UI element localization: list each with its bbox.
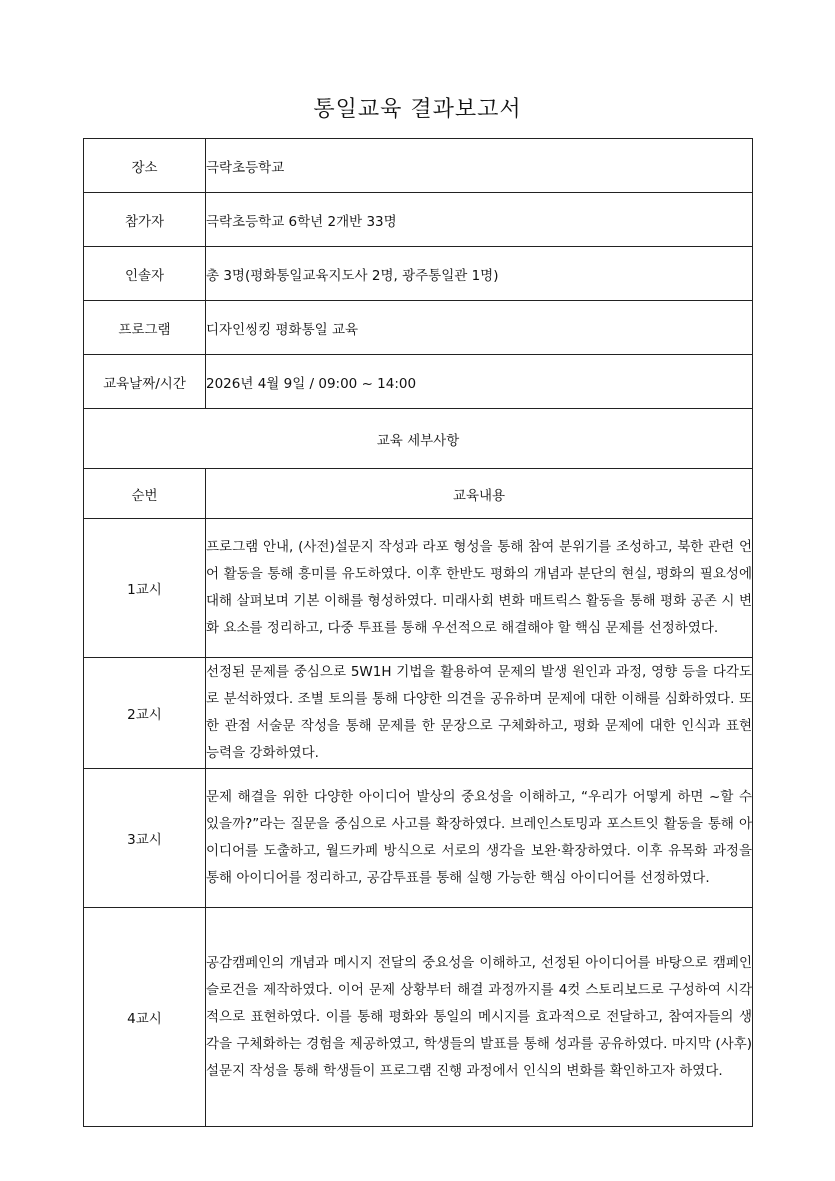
session-row: [84, 658, 753, 769]
session-row: [84, 769, 753, 908]
datetime-label: 교육날짜/시간: [84, 355, 206, 409]
session-content: 선정된 문제를 중심으로 5W1H 기법을 활용하여 문제의 발생 원인과 과정, 영향 등을 다각도로 분석하였다. 조별 토의를 통해 다양한 의견을 공유하며 문제에 대한 이해를 심화하였다. 또한 관점 서술문 작성을 통해 문제를 한 문장으로 구체화하고, 평화 문제에 대한 인식과 표현 능력을 강화하였다.: [206, 658, 753, 769]
column-header-row: [84, 469, 753, 519]
leaders-label: 인솔자: [84, 247, 206, 301]
leaders-value: 총 3명(평화통일교육지도사 2명, 광주통일관 1명): [206, 247, 753, 301]
column-header-order: 순번: [84, 469, 206, 519]
document-title: 통일교육 결과보고서: [313, 97, 522, 122]
participants-value: 극락초등학교 6학년 2개반 33명: [206, 193, 753, 247]
report-table: [83, 138, 753, 1127]
info-row-place: [84, 139, 753, 193]
session-label: 2교시: [84, 658, 206, 769]
section-title: 교육 세부사항: [84, 409, 753, 469]
session-content: 문제 해결을 위한 다양한 아이디어 발상의 중요성을 이해하고, “우리가 어떻게 하면 ~할 수 있을까?”라는 질문을 중심으로 사고를 확장하였다. 브레인스토밍과 포스트잇 활동을 통해 아이디어를 도출하고, 월드카페 방식으로 서로의 생각을 보완·확장하였다. 이후 유목화 과정을 통해 아이디어를 정리하고, 공감투표를 통해 실행 가능한 핵심 아이디어를 선정하였다.: [206, 769, 753, 908]
session-label: 4교시: [84, 908, 206, 1127]
place-label: 장소: [84, 139, 206, 193]
section-header-row: [84, 409, 753, 469]
program-value: 디자인씽킹 평화통일 교육: [206, 301, 753, 355]
participants-label: 참가자: [84, 193, 206, 247]
info-row-datetime: [84, 355, 753, 409]
info-row-leaders: [84, 247, 753, 301]
session-label: 3교시: [84, 769, 206, 908]
session-row: [84, 908, 753, 1127]
info-row-participants: [84, 193, 753, 247]
session-content: 프로그램 안내, (사전)설문지 작성과 라포 형성을 통해 참여 분위기를 조성하고, 북한 관련 언어 활동을 통해 흥미를 유도하였다. 이후 한반도 평화의 개념과 분단의 현실, 평화의 필요성에 대해 살펴보며 기본 이해를 형성하였다. 미래사회 변화 매트릭스 활동을 통해 평화 공존 시 변화 요소를 정리하고, 다중 투표를 통해 우선적으로 해결해야 할 핵심 문제를 선정하였다.: [206, 519, 753, 658]
session-row: [84, 519, 753, 658]
session-content: 공감캠페인의 개념과 메시지 전달의 중요성을 이해하고, 선정된 아이디어를 바탕으로 캠페인 슬로건을 제작하였다. 이어 문제 상황부터 해결 과정까지를 4컷 스토리보드로 구성하여 시각적으로 표현하였다. 이를 통해 평화와 통일의 메시지를 효과적으로 전달하고, 참여자들의 생각을 구체화하는 경험을 제공하였고, 학생들의 발표를 통해 성과를 공유하였다. 마지막 (사후) 설문지 작성을 통해 학생들이 프로그램 진행 과정에서 인식의 변화를 확인하고자 하였다.: [206, 908, 753, 1127]
program-label: 프로그램: [84, 301, 206, 355]
datetime-value: 2026년 4월 9일 / 09:00 ~ 14:00: [206, 355, 753, 409]
info-row-program: [84, 301, 753, 355]
session-label: 1교시: [84, 519, 206, 658]
place-value: 극락초등학교: [206, 139, 753, 193]
column-header-content: 교육내용: [206, 469, 753, 519]
